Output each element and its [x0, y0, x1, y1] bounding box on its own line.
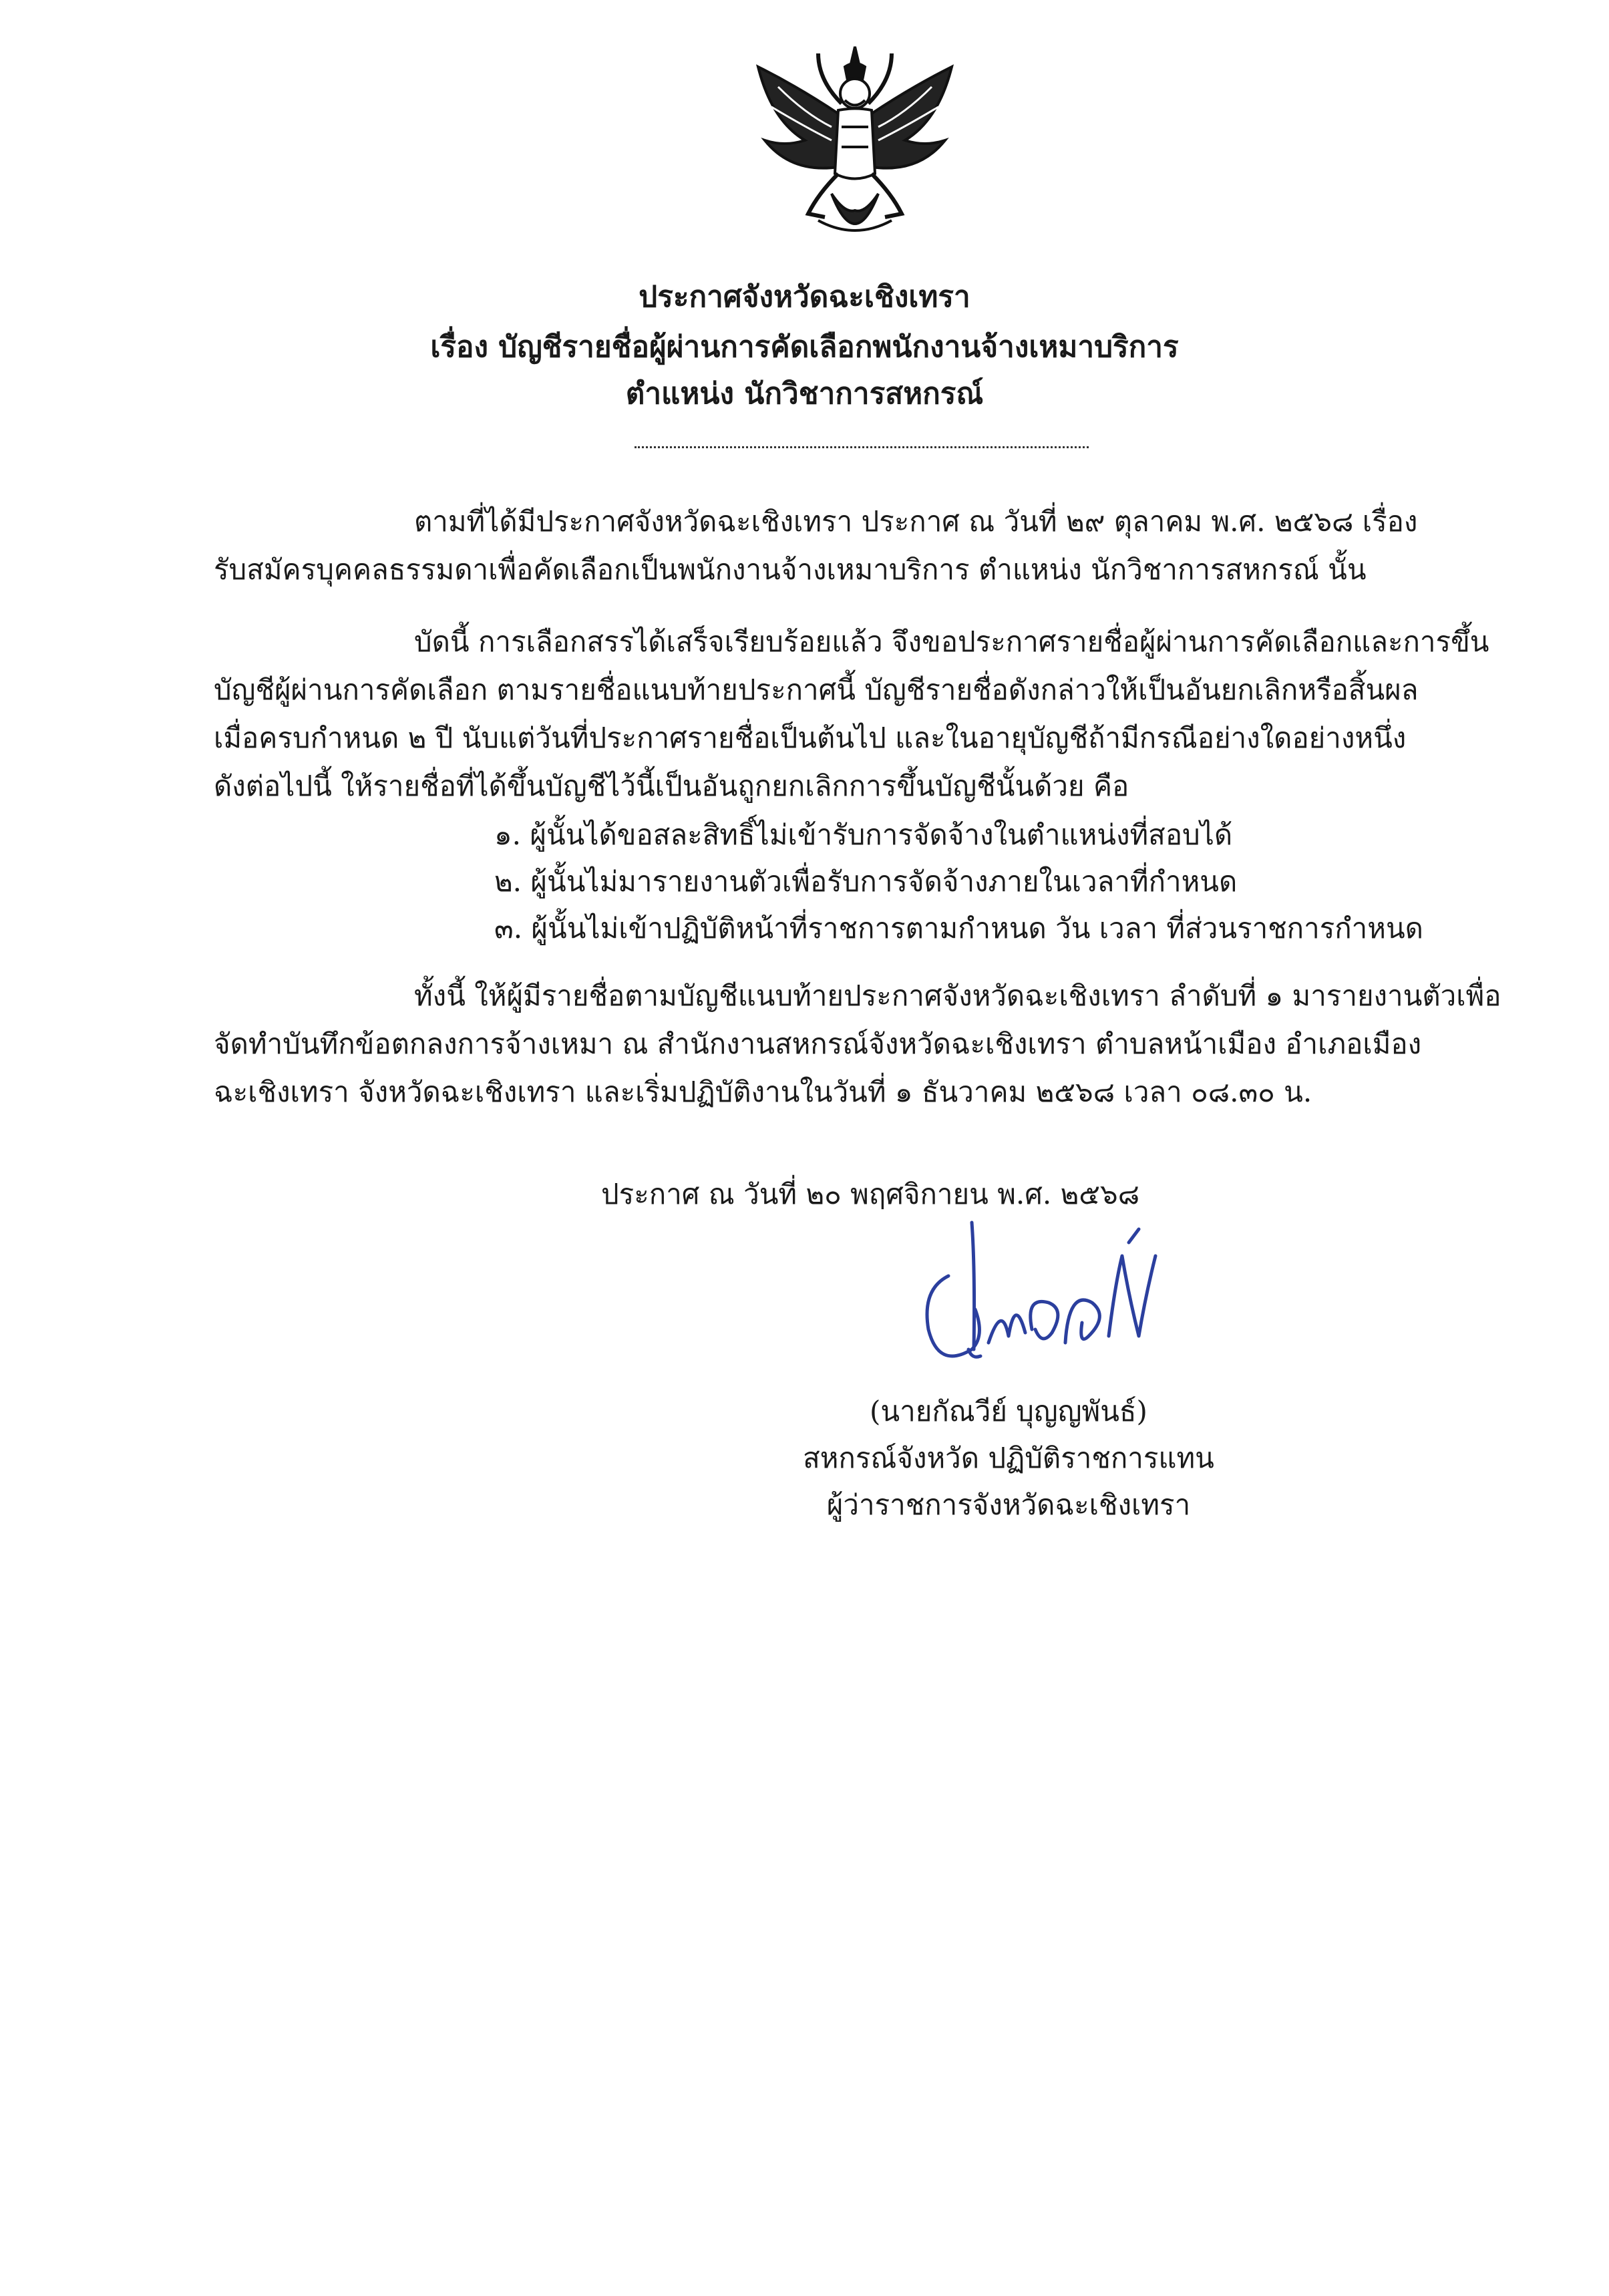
- garuda-emblem-icon: [745, 40, 965, 261]
- paragraph-line: บัดนี้ การเลือกสรรได้เสร็จเรียบร้อยแล้ว จึงขอประกาศรายชื่อผู้ผ่านการคัดเลือกและการขึ้น: [414, 625, 1489, 658]
- paragraph-1: [214, 498, 1463, 594]
- announcement-position: ตำแหน่ง นักวิชาการสหกรณ์: [625, 377, 984, 411]
- list-item: ๑. ผู้นั้นได้ขอสละสิทธิ์ไม่เข้ารับการจัดจ้างในตำแหน่งที่สอบได้: [494, 818, 1233, 851]
- signer-title: ผู้ว่าราชการจังหวัดฉะเชิงเทรา: [826, 1488, 1191, 1521]
- announcement-title: ประกาศจังหวัดฉะเชิงเทรา: [639, 280, 970, 314]
- signer-title: สหกรณ์จังหวัด ปฏิบัติราชการแทน: [803, 1442, 1214, 1474]
- list-item: ๓. ผู้นั้นไม่เข้าปฏิบัติหน้าที่ราชการตามกำหนด วัน เวลา ที่ส่วนราชการกำหนด: [494, 912, 1423, 945]
- paragraph-2: [214, 618, 1489, 810]
- paragraph-line: จัดทำบันทึกข้อตกลงการจ้างเหมา ณ สำนักงานสหกรณ์จังหวัดฉะเชิงเทรา ตำบลหน้าเมือง อำเภอเมือง: [214, 1027, 1422, 1060]
- paragraph-line: ดังต่อไปนี้ ให้รายชื่อที่ได้ขึ้นบัญชีไว้นี้เป็นอันถูกยกเลิกการขึ้นบัญชีนั้นด้วย คือ: [214, 770, 1129, 802]
- signer-name: (นายกัณวีย์ บุญญพันธ์): [870, 1395, 1147, 1428]
- paragraph-3: [214, 972, 1501, 1116]
- conditions-list: [494, 812, 1423, 952]
- dotted-divider: [635, 446, 1089, 448]
- paragraph-line: ฉะเชิงเทรา จังหวัดฉะเชิงเทรา และเริ่มปฏิบัติงานในวันที่ ๑ ธันวาคม ๒๕๖๘ เวลา ๐๘.๓๐ น.: [214, 1076, 1312, 1108]
- paragraph-line: ทั้งนี้ ให้ผู้มีรายชื่อตามบัญชีแนบท้ายประกาศจังหวัดฉะเชิงเทรา ลำดับที่ ๑ มารายงานตัวเพื่อ: [414, 979, 1501, 1012]
- announcement-subject: เรื่อง บัญชีรายชื่อผู้ผ่านการคัดเลือกพนักงานจ้างเหมาบริการ: [430, 330, 1179, 364]
- list-item: ๒. ผู้นั้นไม่มารายงานตัวเพื่อรับการจัดจ้างภายในเวลาที่กำหนด: [494, 865, 1238, 898]
- announcement-date: ประกาศ ณ วันที่ ๒๐ พฤศจิกายน พ.ศ. ๒๕๖๘: [601, 1178, 1140, 1210]
- paragraph-line: รับสมัครบุคคลธรรมดาเพื่อคัดเลือกเป็นพนักงานจ้างเหมาบริการ ตำแหน่ง นักวิชาการสหกรณ์ นั้น: [214, 553, 1367, 586]
- paragraph-line: บัญชีผู้ผ่านการคัดเลือก ตามรายชื่อแนบท้ายประกาศนี้ บัญชีรายชื่อดังกล่าวให้เป็นอันยกเลิกหรือสิ้นผล: [214, 673, 1419, 706]
- paragraph-line: เมื่อครบกำหนด ๒ ปี นับแต่วันที่ประกาศรายชื่อเป็นต้นไป และในอายุบัญชีถ้ามีกรณีอย่างใดอย่างหนึ่ง: [214, 721, 1407, 754]
- signature-image: [908, 1216, 1176, 1389]
- paragraph-line: ตามที่ได้มีประกาศจังหวัดฉะเชิงเทรา ประกาศ ณ วันที่ ๒๙ ตุลาคม พ.ศ. ๒๕๖๘ เรื่อง: [414, 505, 1418, 538]
